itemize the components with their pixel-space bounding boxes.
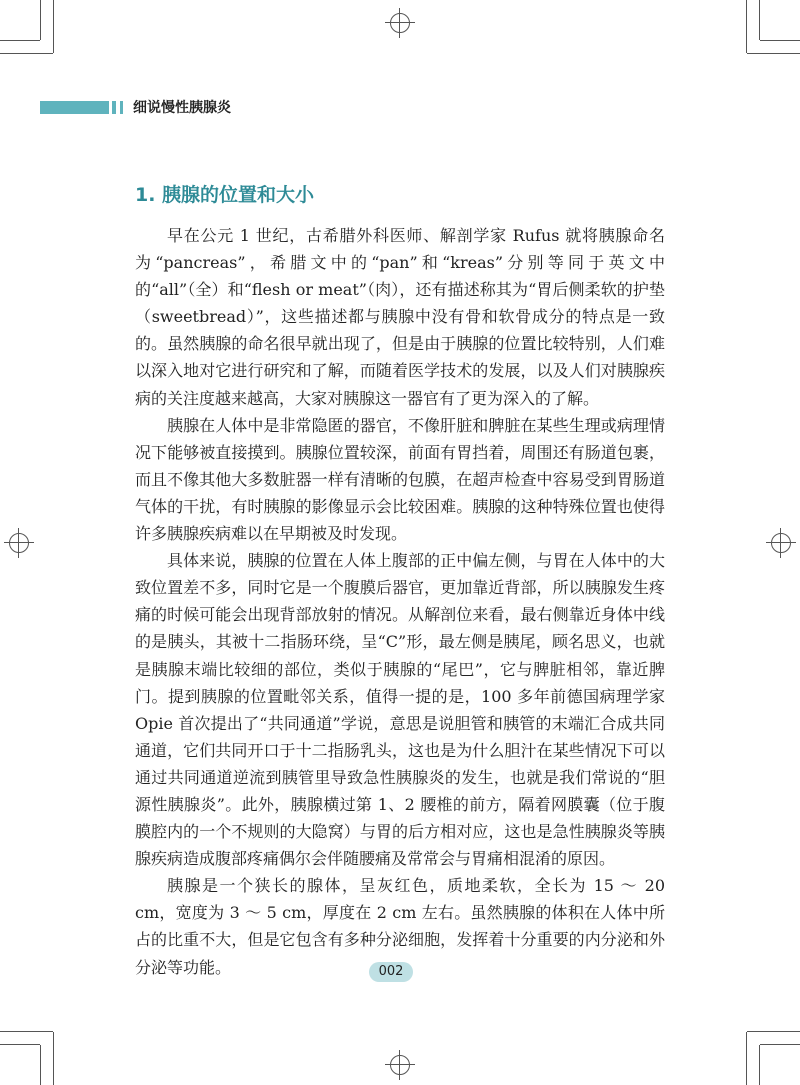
crop-mark [0, 1044, 40, 1045]
header-accent-bar [40, 101, 109, 114]
running-header-title: 细说慢性胰腺炎 [133, 100, 231, 116]
crop-mark [0, 1031, 53, 1032]
section-title: 1. 胰腺的位置和大小 [135, 184, 315, 206]
crop-mark [53, 0, 54, 53]
crop-mark [759, 1045, 760, 1085]
paragraph: 胰腺是一个狭长的腺体，呈灰红色，质地柔软，全长为 15 ～ 20 cm，宽度为 3 ～ 5 cm，厚度在 2 cm 左右。虽然胰腺的体积在人体中所占的比重不大，但是它包含有多种分泌细胞，发挥着十分重要的内分泌和外分泌等功能。 [135, 876, 665, 977]
crop-mark [760, 1044, 800, 1045]
body-text [135, 222, 665, 981]
crop-mark [53, 1032, 54, 1085]
registration-mark-top [385, 8, 415, 38]
header-accent-tick [120, 101, 123, 114]
crop-mark [40, 0, 41, 40]
header-accent-tick [112, 101, 116, 114]
crop-mark [746, 0, 747, 53]
crop-mark [760, 40, 800, 41]
crop-mark [747, 1031, 800, 1032]
registration-mark-left [4, 528, 34, 558]
registration-mark-right [766, 528, 796, 558]
crop-mark [759, 0, 760, 40]
page-number: 002 [369, 962, 413, 982]
crop-mark [0, 40, 40, 41]
crop-mark [0, 53, 53, 54]
registration-mark-bottom [385, 1050, 415, 1080]
paragraph: 具体来说，胰腺的位置在人体上腹部的正中偏左侧，与胃在人体中的大致位置差不多，同时它是一个腹膜后器官，更加靠近背部，所以胰腺发生疼痛的时候可能会出现背部放射的情况。从解剖位来看，最右侧靠近身体中线的是胰头，其被十二指肠环绕，呈“C”形，最左侧是胰尾，顾名思义，也就是胰腺末端比较细的部位，类似于胰腺的“尾巴”，它与脾脏相邻，靠近脾门。提到胰腺的位置毗邻关系，值得一提的是，100 多年前德国病理学家 Opie 首次提出了“共同通道”学说，意思是说胆管和胰管的末端汇合成共同通道，它们共同开口于十二指肠乳头，这也是为什么胆汁在某些情况下可以通过共同通道逆流到胰管里导致急性胰腺炎的发生，也就是我们常说的“胆源性胰腺炎”。此外，胰腺横过第 1、2 腰椎的前方，隔着网膜囊（位于腹膜腔内的一个不规则的大隐窝）与胃的后方相对应，这也是急性胰腺炎等胰腺疾病造成腹部疼痛偶尔会伴随腰痛及常常会与胃痛相混淆的原因。 [135, 551, 665, 869]
crop-mark [747, 53, 800, 54]
crop-mark [40, 1045, 41, 1085]
paragraph: 早在公元 1 世纪，古希腊外科医师、解剖学家 Rufus 就将胰腺命名为“pancreas”，希腊文中的“pan”和“kreas”分别等同于英文中的“all”（全）和“flesh or meat”（肉），还有描述称其为“胃后侧柔软的护垫（sweetbread）”，这些描述都与胰腺中没有骨和软骨成分的特点是一致的。虽然胰腺的命名很早就出现了，但是由于胰腺的位置比较特别，人们难以深入地对它进行研究和了解，而随着医学技术的发展，以及人们对胰腺疾病的关注度越来越高，大家对胰腺这一器官有了更为深入的了解。 [135, 226, 665, 408]
crop-mark [746, 1032, 747, 1085]
paragraph: 胰腺在人体中是非常隐匿的器官，不像肝脏和脾脏在某些生理或病理情况下能够被直接摸到。胰腺位置较深，前面有胃挡着，周围还有肠道包裹，而且不像其他大多数脏器一样有清晰的包膜，在超声检查中容易受到胃肠道气体的干扰，有时胰腺的影像显示会比较困难。胰腺的这种特殊位置也使得许多胰腺疾病难以在早期被及时发现。 [135, 415, 665, 544]
